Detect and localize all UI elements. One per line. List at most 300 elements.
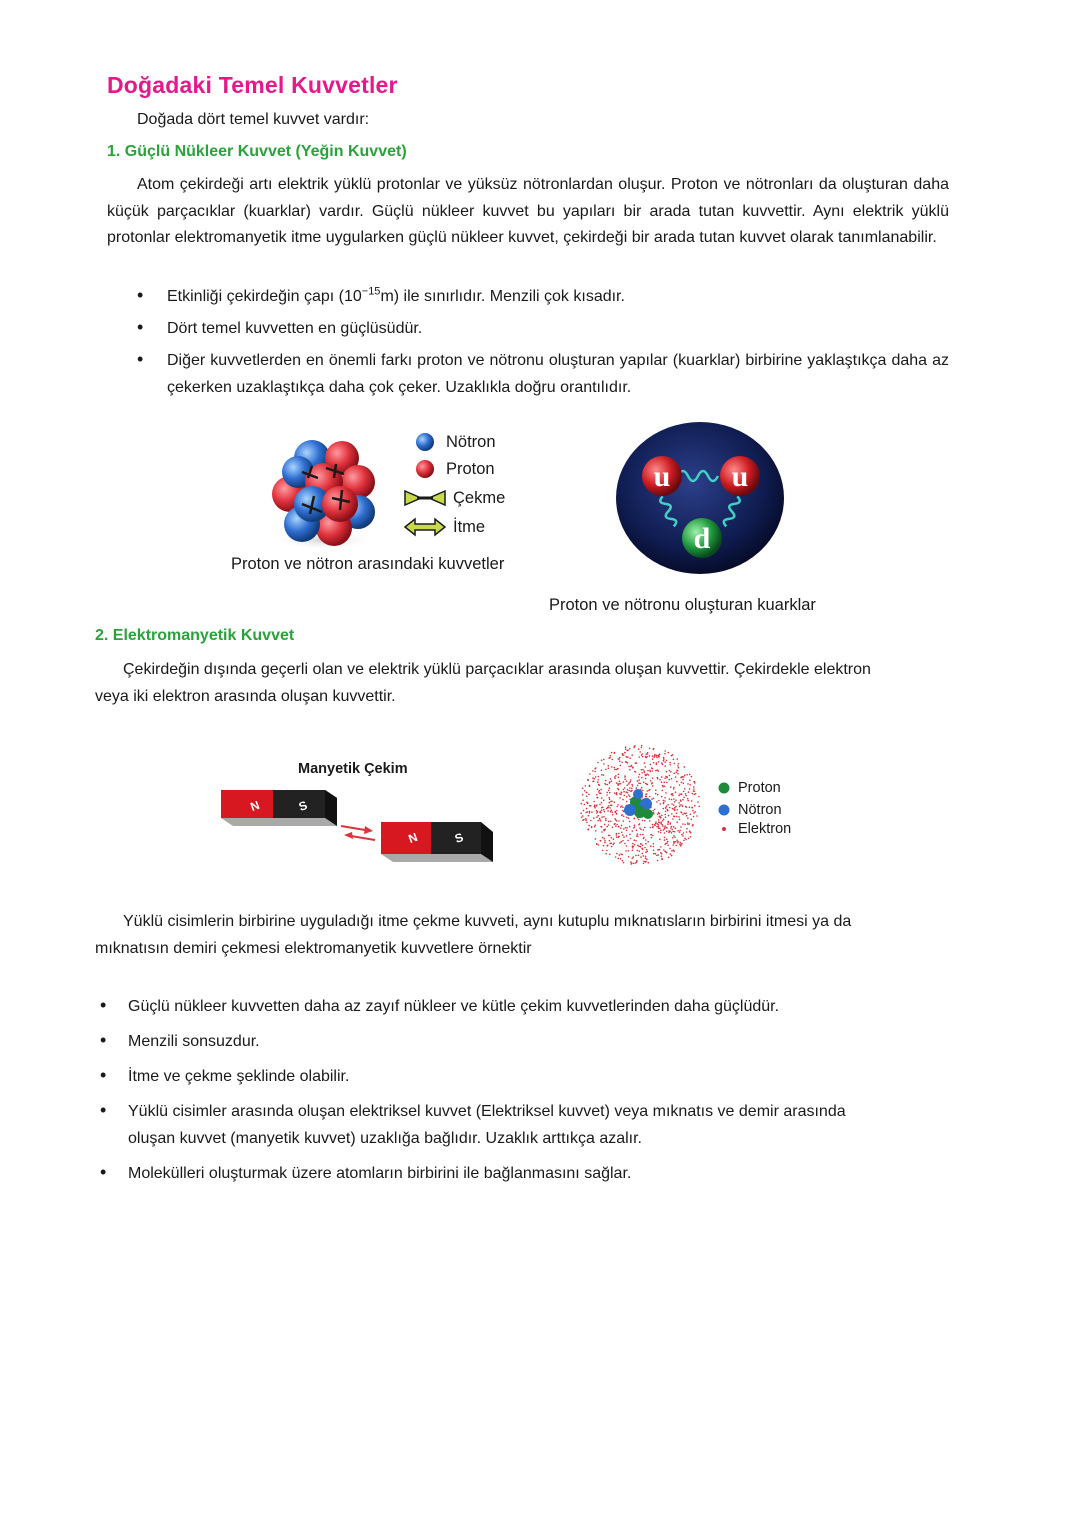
electron-dot [667,810,669,812]
electron-dot [634,745,636,747]
electron-dot [608,835,610,837]
electron-dot [632,847,634,849]
electron-dot [683,776,685,778]
electron-dot [604,840,606,842]
list-item: • Etkinliği çekirdeğin çapı $(10^{-15}m)$ ile sınırlıdır. Menzili çok kısadır. [137,283,949,315]
electron-dot [639,823,641,825]
electron-dot [634,818,636,820]
electron-dot [669,775,671,777]
electron-dot [601,770,603,772]
electron-dot [614,752,616,754]
electron-dot [662,825,664,827]
electron-dot [592,777,594,779]
electron-dot [680,800,682,802]
electron-dot [585,819,587,821]
electron-dot [594,771,596,773]
electron-dot [673,851,675,853]
caption-quarks: Proton ve nötronu oluşturan kuarklar [549,596,816,614]
electron-dot [688,791,690,793]
electron-dot [610,842,612,844]
electron-dot [633,856,635,858]
electron-dot [608,797,610,799]
electron-dot [678,763,680,765]
electron-dot [584,804,586,806]
electron-dot [620,783,622,785]
electron-dot [675,799,677,801]
electron-dot [669,798,671,800]
electron-dot [614,769,616,771]
electron-dot [580,812,582,814]
electron-dot [698,796,700,798]
electron-dot [582,799,584,801]
electron-dot [638,855,640,857]
electron-dot [591,811,593,813]
electron-dot [631,790,633,792]
electron-dot [647,752,649,754]
electron-dot [641,747,643,749]
electron-dot [682,814,684,816]
electron-dot [658,822,660,824]
electron-dot [651,798,653,800]
electron-dot [692,793,694,795]
electron-dot [656,757,658,759]
electron-dot [653,813,655,815]
electron-dot [642,790,644,792]
electron-dot [619,760,621,762]
electron-dot [682,806,684,808]
electron-dot [609,802,611,804]
electron-dot [623,789,625,791]
electron-dot [601,810,603,812]
electron-dot [603,809,605,811]
electron-dot [637,845,639,847]
electron-dot [611,812,613,814]
electron-dot [647,841,649,843]
electron-dot [659,827,661,829]
electron-dot [651,837,653,839]
electron-dot [646,773,648,775]
electron-dot [677,841,679,843]
electron-dot [636,829,638,831]
electron-dot [651,767,653,769]
atom-electron-cloud-illustration [574,742,708,870]
electron-dot [593,817,595,819]
electron-dot [653,843,655,845]
electron-dot [638,776,640,778]
electron-dot [619,757,621,759]
electron-dot [626,801,628,803]
electron-dot [630,838,632,840]
electron-dot [596,810,598,812]
electron-dot [642,834,644,836]
electron-dot [642,756,644,758]
quark-illustration [612,420,788,578]
electron-dot [664,781,666,783]
electron-dot [592,770,594,772]
electron-dot [644,847,646,849]
electron-dot [686,774,688,776]
electron-dot [608,824,610,826]
electron-dot [604,824,606,826]
electron-dot [637,850,639,852]
electron-dot [602,806,604,808]
electron-dot [603,763,605,765]
electron-dot [654,754,656,756]
electron-dot [628,850,630,852]
electron-dot [611,804,613,806]
electron-dot [626,845,628,847]
electron-dot [623,828,625,830]
electron-dot [645,796,647,798]
electron-dot [597,781,599,783]
electron-dot [684,766,686,768]
electron-dot [630,861,632,863]
electron-dot [672,844,674,846]
electron-dot [620,858,622,860]
electron-dot [604,811,606,813]
electron-dot [608,757,610,759]
electron-dot [606,845,608,847]
electron-dot [600,820,602,822]
electron-dot [650,827,652,829]
electron-dot [675,841,677,843]
electron-dot [595,830,597,832]
electron-dot [663,808,665,810]
electron-dot [680,804,682,806]
electron-dot [651,834,653,836]
electron-dot [611,800,613,802]
electron-dot [617,758,619,760]
electron-dot [588,825,590,827]
electron-dot [629,821,631,823]
electron-dot [604,842,606,844]
electron-dot [622,834,624,836]
electron-dot [641,769,643,771]
electron-dot [616,824,618,826]
electron-dot [588,794,590,796]
electron-dot [679,784,681,786]
electron-dot [583,810,585,812]
bullet-icon: • [100,995,107,1015]
electron-dot [582,815,584,817]
electron-dot [676,770,678,772]
electron-dot [651,783,653,785]
electron-dot [616,813,618,815]
electron-dot [616,793,618,795]
electron-dot [604,783,606,785]
electron-dot [635,855,637,857]
electron-dot [641,772,643,774]
electron-dot [586,822,588,824]
section2-heading: 2. Elektromanyetik Kuvvet [95,627,295,644]
electron-dot [594,824,596,826]
electron-dot [597,779,599,781]
electron-dot [615,825,617,827]
electron-dot [664,797,666,799]
electron-dot [601,826,603,828]
electron-dot [611,752,613,754]
electron-dot [658,756,660,758]
electron-dot [665,807,667,809]
electron-dot [656,826,658,828]
electron-dot [662,785,664,787]
electron-dot [675,776,677,778]
electron-dot [673,826,675,828]
electron-dot [682,835,684,837]
electron-dot [636,835,638,837]
electron-dot [600,789,602,791]
electron-dot [685,795,687,797]
electron-dot [597,762,599,764]
electron-dot [669,848,671,850]
electron-dot [606,792,608,794]
electron-dot [687,783,689,785]
electron-dot [645,856,647,858]
electron-dot [685,793,687,795]
electron-dot [627,749,629,751]
electron-dot [616,769,618,771]
electron-dot [633,846,635,848]
electron-dot [665,816,667,818]
electron-dot [676,816,678,818]
electron-dot [671,829,673,831]
page-title: Doğadaki Temel Kuvvetler [107,72,398,98]
electron-dot [692,810,694,812]
electron-dot [664,814,666,816]
electron-dot [640,783,642,785]
electron-dot [675,827,677,829]
electron-dot [696,815,698,817]
electron-dot [642,848,644,850]
electron-dot [611,759,613,761]
electron-dot [660,823,662,825]
electron-dot [645,861,647,863]
electron-dot [616,836,618,838]
electron-dot [673,787,675,789]
electron-dot [636,762,638,764]
electron-dot [662,820,664,822]
electron-dot [669,764,671,766]
legend-repel: İtme [403,516,485,538]
electron-dot [659,838,661,840]
electron-dot [606,850,608,852]
magnet2-s-label: S [452,830,466,846]
electron-dot [643,829,645,831]
list-item: • Dört temel kuvvetten en güçlüsüdür. [137,315,949,347]
electron-dot [638,748,640,750]
electron-dot [650,845,652,847]
green-proton-icon [718,782,730,794]
electron-dot [694,781,696,783]
electron-dot [641,753,643,755]
electron-dot [691,800,693,802]
electron-dot [646,756,648,758]
electron-dot [636,787,638,789]
bullet-icon: • [137,285,144,305]
electron-dot [663,760,665,762]
electron-dot [601,774,603,776]
electron-dot [643,770,645,772]
electron-dot [587,779,589,781]
electron-dot [631,858,633,860]
electron-dot [659,779,661,781]
electron-dot [652,826,654,828]
electron-dot [687,817,689,819]
electron-dot [670,786,672,788]
electron-dot [600,792,602,794]
electron-dot [624,787,626,789]
electron-dot [609,792,611,794]
electron-dot [671,793,673,795]
electron-dot [627,840,629,842]
electron-dot [615,856,617,858]
electron-dot [679,831,681,833]
electron-dot [652,758,654,760]
electron-dot [632,830,634,832]
electron-dot [664,827,666,829]
electron-dot [658,819,660,821]
electron-dot [653,846,655,848]
atom-legend-neutron: Nötron [718,802,782,818]
electron-dot [691,776,693,778]
electron-dot [612,814,614,816]
electron-dot [682,779,684,781]
electron-dot [676,821,678,823]
electron-dot [619,854,621,856]
electron-dot [603,816,605,818]
electron-dot [649,755,651,757]
electron-dot [638,756,640,758]
electron-dot [663,818,665,820]
electron-dot [654,825,656,827]
electron-dot [618,820,620,822]
electron-dot [640,829,642,831]
electron-dot [662,790,664,792]
electron-dot [643,781,645,783]
electron-dot [628,766,630,768]
electron-dot [618,774,620,776]
magnet2-n-label: N [406,829,420,847]
electron-dot [693,788,695,790]
electron-dot [693,790,695,792]
electron-dot [673,841,675,843]
electron-dot [666,760,668,762]
electron-dot [645,756,647,758]
electron-dot [609,807,611,809]
electron-dot [693,816,695,818]
electron-dot [596,804,598,806]
electron-dot [626,835,628,837]
electron-dot [681,782,683,784]
electron-dot [644,774,646,776]
electron-dot [614,823,616,825]
electron-dot [628,794,630,796]
electron-dot [603,800,605,802]
electron-dot [616,810,618,812]
electron-dot [672,808,674,810]
electron-dot [657,778,659,780]
electron-dot [630,779,632,781]
electron-dot [641,777,643,779]
electron-dot [658,761,660,763]
electron-dot [639,751,641,753]
electron-dot [599,784,601,786]
electron-dot [590,805,592,807]
electron-dot [601,802,603,804]
electron-dot [660,803,662,805]
legend-neutron: Nötron [414,431,496,453]
electron-dot [646,793,648,795]
electron-dot [611,766,613,768]
electron-dot [620,827,622,829]
electron-dot [652,770,654,772]
electron-dot [625,791,627,793]
electron-dot [627,789,629,791]
electron-dot [642,820,644,822]
electron-dot [675,845,677,847]
electron-dot [671,755,673,757]
electron-dot [670,827,672,829]
electron-dot [598,820,600,822]
electron-dot [689,806,691,808]
electron-dot [659,753,661,755]
electron-dot [653,850,655,852]
electron-dot [607,807,609,809]
electron-dot [617,788,619,790]
electron-dot [624,775,626,777]
electron-dot [613,838,615,840]
electron-dot [620,765,622,767]
electron-dot [670,771,672,773]
electron-dot [661,796,663,798]
electron-dot [667,823,669,825]
electron-dot-icon [718,823,730,835]
electron-dot [653,853,655,855]
electron-dot [649,748,651,750]
magnet1-s-label: S [296,798,310,814]
section2-bullets [100,993,880,1187]
electron-dot [582,788,584,790]
electron-dot [660,829,662,831]
electron-dot [674,807,676,809]
electron-dot [605,853,607,855]
electron-dot [609,782,611,784]
electron-dot [607,784,609,786]
electron-dot [645,851,647,853]
electron-dot [653,798,655,800]
electron-dot [664,837,666,839]
electron-dot [628,782,630,784]
electron-dot [615,812,617,814]
electron-dot [596,794,598,796]
electron-dot [626,830,628,832]
electron-dot [664,844,666,846]
electron-dot [674,837,676,839]
electron-dot [661,853,663,855]
magnet-title: Manyetik Çekim [298,761,408,777]
electron-dot [672,818,674,820]
electron-dot [644,762,646,764]
electron-dot [672,795,674,797]
electron-dot [621,815,623,817]
electron-dot [626,827,628,829]
electron-dot [599,811,601,813]
electron-dot [681,834,683,836]
electron-dot [660,817,662,819]
electron-dot [664,832,666,834]
electron-dot [666,777,668,779]
electron-dot [637,780,639,782]
